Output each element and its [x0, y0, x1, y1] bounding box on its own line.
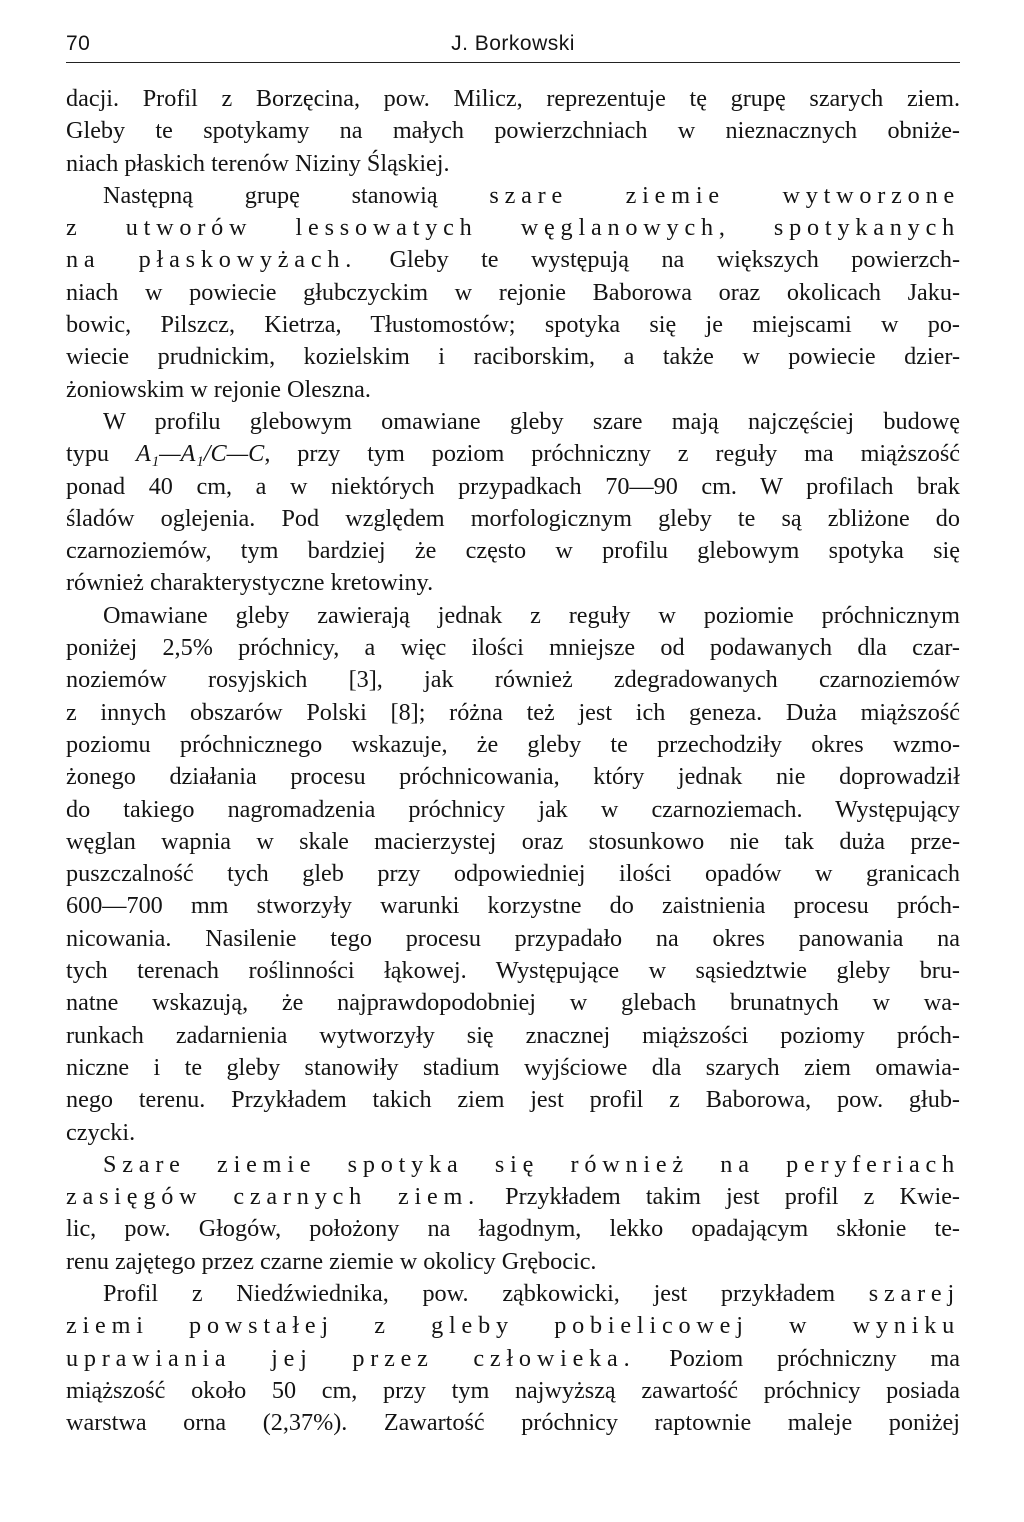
text-line: natne wskazują, że najprawdopodobniej w glebach brunatnych w wa- — [66, 989, 960, 1017]
text-line: renu zajętego przez czarne ziemie w okolicy Grębocic. — [66, 1247, 597, 1275]
text-line: typu A₁—A₁/C—C, przy tym poziom próchniczny z reguły ma miąższość — [66, 440, 960, 468]
text-line: ziemi powstałej z gleby pobielicowej w wyniku — [66, 1312, 960, 1340]
text-line: poziomu próchnicznego wskazuje, że gleby te przechodziły okres wzmo- — [66, 730, 960, 758]
text-line: poniżej 2,5% próchnicy, a więc ilości mniejsze od podawanych dla czar- — [66, 634, 960, 662]
text-line: miąższość około 50 cm, przy tym najwyższą zawartość próchnicy posiada — [66, 1376, 960, 1404]
text-line: W profilu glebowym omawiane gleby szare mają najczęściej budowę — [103, 407, 960, 435]
body-text — [66, 83, 960, 1439]
text-line: niczne i te gleby stanowiły stadium wyjściowe dla szarych ziem omawia- — [66, 1053, 960, 1081]
text-line: żoniowskim w rejonie Oleszna. — [66, 375, 371, 403]
text-line: 600—700 mm stworzyły warunki korzystne do zaistnienia procesu próch- — [66, 892, 960, 920]
text-line: węglan wapnia w skale macierzystej oraz stosunkowo nie tak duża prze- — [66, 827, 960, 855]
text-line: z utworów lessowatych węglanowych, spotykanych — [66, 214, 960, 242]
text-line: tych terenach roślinności łąkowej. Występujące w sąsiedztwie gleby bru- — [66, 957, 960, 985]
text-line: nicowania. Nasilenie tego procesu przypadało na okres panowania na — [66, 924, 960, 952]
text-line: puszczalność tych gleb przy odpowiedniej ilości opadów w granicach — [66, 860, 960, 888]
text-line: warstwa orna (2,37%). Zawartość próchnicy raptownie maleje poniżej — [66, 1409, 960, 1437]
text-line: Szare ziemie spotyka się również na peryferiach — [103, 1150, 960, 1178]
text-line: noziemów rosyjskich [3], jak również zdegradowanych czarnoziemów — [66, 666, 960, 694]
text-line: do takiego nagromadzenia próchnicy jak w czarnoziemach. Występujący — [66, 795, 960, 823]
page-number: 70 — [66, 32, 91, 55]
text-line: lic, pow. Głogów, położony na łagodnym, lekko opadającym skłonie te- — [66, 1215, 960, 1243]
text-line: Gleby te spotykamy na małych powierzchniach w nieznacznych obniże- — [66, 117, 960, 145]
page-header — [66, 30, 960, 63]
text-line: na płaskowyżach. Gleby te występują na większych powierzch- — [66, 246, 960, 274]
text-line: wiecie prudnickim, kozielskim i raciborskim, a także w powiecie dzier- — [66, 343, 960, 371]
text-line: również charakterystyczne kretowiny. — [66, 569, 434, 597]
text-line: runkach zadarnienia wytworzyły się znacznej miąższości poziomy próch- — [66, 1021, 960, 1049]
text-line: czarnoziemów, tym bardziej że często w profilu glebowym spotyka się — [66, 537, 960, 565]
text-line: dacji. Profil z Borzęcina, pow. Milicz, reprezentuje tę grupę szarych ziem. — [66, 85, 960, 112]
text-line: uprawiania jej przez człowieka. Poziom próchniczny ma — [66, 1344, 960, 1372]
text-line: bowic, Pilszcz, Kietrza, Tłustomostów; spotyka się je miejscami w po- — [66, 311, 960, 339]
text-line: zasięgów czarnych ziem. Przykładem takim jest profil z Kwie- — [66, 1183, 960, 1211]
text-line: żonego działania procesu próchnicowania, który jednak nie doprowadził — [66, 763, 960, 791]
text-line: nego terenu. Przykładem takich ziem jest profil z Baborowa, pow. głub- — [66, 1086, 960, 1114]
text-line: Omawiane gleby zawierają jednak z reguły w poziomie próchnicznym — [103, 601, 960, 629]
text-line: Następną grupę stanowią szare ziemie wytworzone — [103, 181, 960, 209]
text-line: śladów oglejenia. Pod względem morfologicznym gleby te są zbliżone do — [66, 504, 960, 532]
text-line: niach w powiecie głubczyckim w rejonie Baborowa oraz okolicach Jaku- — [66, 278, 960, 306]
text-line: czycki. — [66, 1118, 136, 1146]
text-line: Profil z Niedźwiednika, pow. ząbkowicki, jest przykładem szarej — [103, 1279, 960, 1307]
text-line: z innych obszarów Polski [8]; różna też jest ich geneza. Duża miąższość — [66, 698, 960, 726]
running-head: J. Borkowski — [451, 32, 575, 55]
text-line: ponad 40 cm, a w niektórych przypadkach 70—90 cm. W profilach brak — [66, 472, 960, 500]
text-line: niach płaskich terenów Niziny Śląskiej. — [66, 149, 450, 177]
